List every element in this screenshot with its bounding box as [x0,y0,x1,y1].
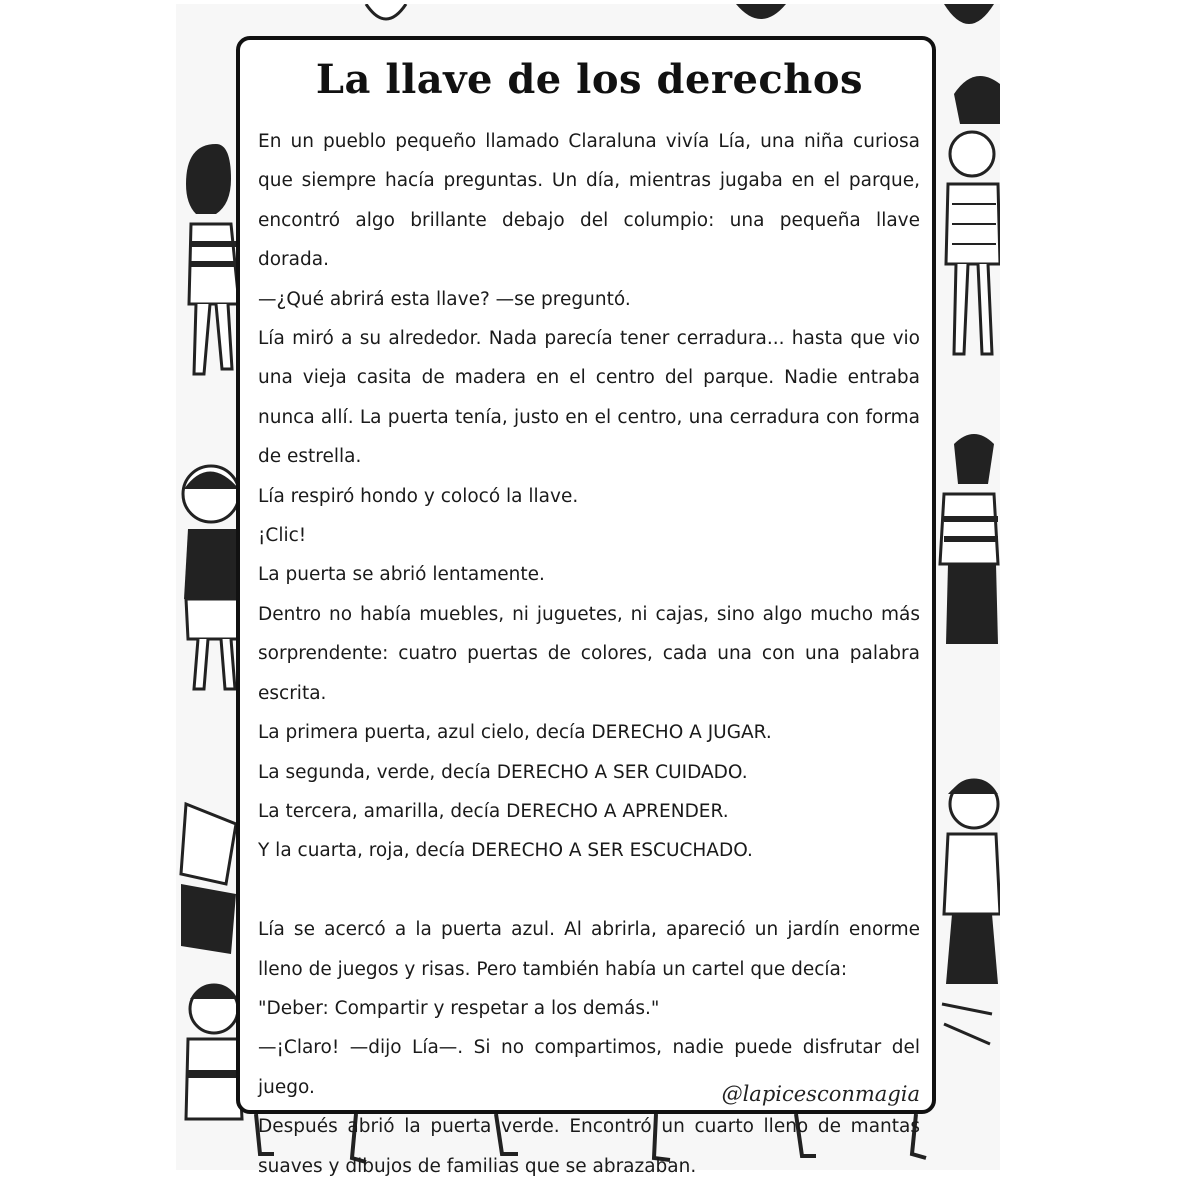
paragraph: En un pueblo pequeño llamado Claraluna vivía Lía, una niña curiosa que siempre hacía preguntas. Un día, mientras jugaba en el parque, encontró algo brillante debajo del columpio: una pequeña llave dorada. [258,131,920,271]
story-title: La llave de los derechos [315,56,864,103]
paragraph: ¡Clic! [258,525,307,547]
paragraph: —¿Qué abrirá esta llave? —se preguntó. [258,288,631,310]
paragraph: "Deber: Compartir y respetar a los demás." [258,997,660,1019]
paragraph: La segunda, verde, decía DERECHO A SER CUIDADO. [258,761,748,783]
paragraph: Lía respiró hondo y colocó la llave. [258,485,579,507]
child-illustration-right-bottom [934,764,1000,1144]
paragraph-spacer [258,871,920,910]
child-illustration-right-middle [934,424,1000,684]
paragraph: Y la cuarta, roja, decía DERECHO A SER ESCUCHADO. [258,840,753,862]
paragraph: La primera puerta, azul cielo, decía DERECHO A JUGAR. [258,722,772,744]
paragraph: Lía se acercó a la puerta azul. Al abrirla, apareció un jardín enorme lleno de juegos y risas. Pero también había un cartel que decía: [258,919,920,980]
author-credit: @lapicesconmagia [721,1082,920,1106]
paragraph: Lía miró a su alrededor. Nada parecía tener cerradura... hasta que vio una vieja casita de madera en el centro del parque. Nadie entraba nunca allí. La puerta tenía, justo en el centro, una cerradura con forma de estrella. [258,328,920,468]
paragraph: —¡Claro! —dijo Lía—. Si no compartimos, nadie puede disfrutar del juego. [258,1037,920,1098]
paragraph: Después abrió la puerta verde. Encontró un cuarto lleno de mantas suaves y dibujos de familias que se abrazaban. [258,1116,920,1177]
paragraph: Dentro no había muebles, ni juguetes, ni cajas, sino algo mucho más sorprendente: cuatro puertas de colores, cada una con una palabra escrita. [258,603,920,704]
paragraph: La puerta se abrió lentamente. [258,564,545,586]
paragraph: La tercera, amarilla, decía DERECHO A APRENDER. [258,800,729,822]
story-text [258,122,920,1186]
